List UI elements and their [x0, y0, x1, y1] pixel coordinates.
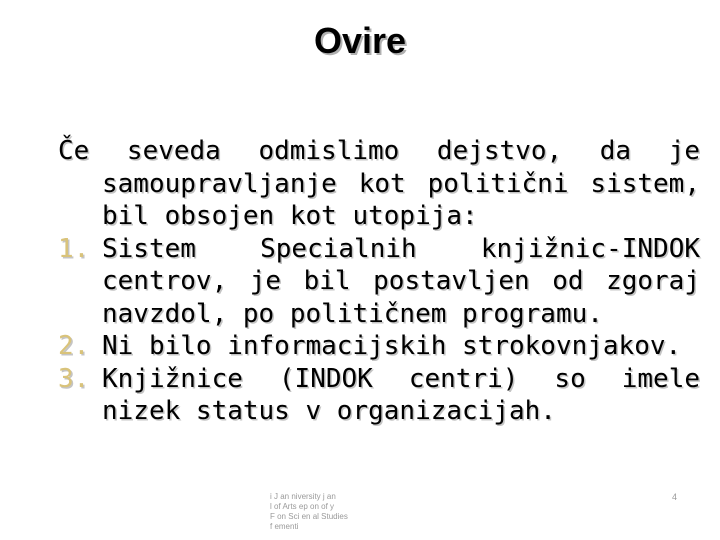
intro-paragraph: Če seveda odmislimo dejstvo, da je samoupravljanje kot politični sistem, bil obsojen kot utopija:	[58, 136, 700, 231]
list-item-number: 2.	[58, 331, 90, 361]
slide-body	[58, 135, 700, 428]
list-item-number: 1.	[58, 233, 90, 264]
list-item-text: Ni bilo informacijskih strokovnjakov.	[102, 331, 682, 361]
footer-line: f ementi	[270, 522, 299, 531]
list-item-text: Knjižnice (INDOK centri) so imele nizek status v organizacijah.	[102, 363, 700, 426]
list-item	[58, 363, 700, 428]
footer-institution	[270, 492, 470, 532]
page-number: 4	[672, 492, 678, 502]
footer-line: F on Sci en al Studies	[270, 512, 348, 521]
list-item	[58, 330, 700, 363]
slide-title: Ovire	[313, 20, 407, 61]
list-item-number: 3.	[58, 363, 90, 394]
footer-line: l of Arts ep on of y	[270, 502, 335, 511]
obstacles-list	[58, 233, 700, 428]
list-item-text: Sistem Specialnih knjižnic-INDOK centrov, je bil postavljen od zgoraj navzdol, po političnem programu.	[102, 233, 700, 329]
footer-line: i J an niversity j an	[270, 492, 336, 501]
list-item	[58, 233, 700, 331]
